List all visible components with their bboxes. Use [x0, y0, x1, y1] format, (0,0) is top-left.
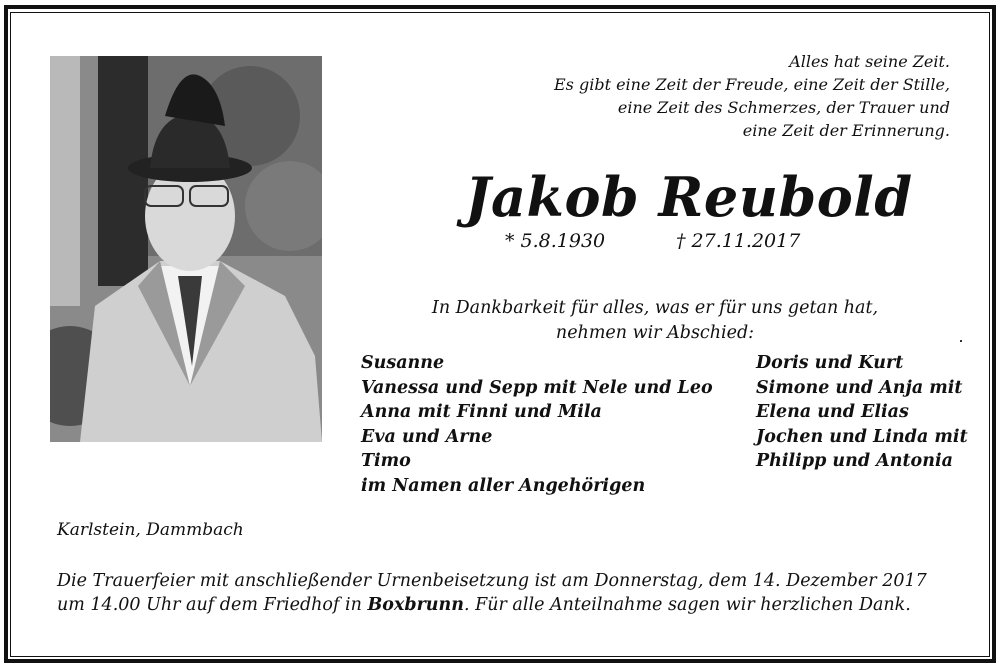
motto-line: Alles hat seine Zeit. [789, 52, 950, 71]
mourner-entry: Elena und Elias [756, 402, 909, 423]
mourner-entry: Philipp und Antonia [756, 451, 953, 472]
mourner-entry: Doris und Kurt [756, 353, 904, 373]
mourner-entry: Susanne [361, 353, 445, 373]
death-date: † 27.11.2017 [676, 230, 801, 252]
mourner-entry: Jochen und Linda mit [756, 426, 968, 447]
mourner-entry: im Namen aller Angehörigen [361, 475, 646, 496]
motto-line: eine Zeit der Erinnerung. [742, 121, 950, 140]
thanks-text [420, 296, 890, 346]
thanks-line: In Dankbarkeit für alles, was er für uns getan hat, [431, 298, 879, 318]
place-of-residence: Karlstein, Dammbach [57, 520, 244, 540]
mourners-right [756, 351, 968, 474]
stray-dot [960, 340, 962, 342]
mourner-entry: Anna mit Finni und Mila [361, 402, 602, 423]
mourner-entry: Vanessa und Sepp mit Nele und Leo [361, 377, 713, 398]
funeral-text-part1: Die Trauerfeier mit anschließender Urnenbeisetzung ist am Donnerstag, dem 14. Dezember 2017 um 14.00 Uhr auf dem Friedhof in [57, 571, 927, 615]
mourner-entry: Eva und Arne [361, 426, 493, 447]
mourner-entry: Timo [361, 451, 411, 472]
motto-line: Es gibt eine Zeit der Freude, eine Zeit der Stille, [553, 75, 950, 94]
mourner-entry: Simone und Anja mit [756, 377, 963, 398]
mourners-left [361, 351, 713, 499]
funeral-text-part2: . Für alle Anteilnahme sagen wir herzlichen Dank. [463, 595, 911, 615]
motto-quote [530, 50, 950, 142]
birth-date: * 5.8.1930 [505, 230, 606, 252]
funeral-notice [57, 569, 957, 617]
deceased-name: Jakob Reubold [465, 165, 913, 229]
funeral-location: Boxbrunn [367, 595, 464, 615]
motto-line: eine Zeit des Schmerzes, der Trauer und [617, 98, 950, 117]
portrait-photo [50, 56, 322, 442]
thanks-line: nehmen wir Abschied: [555, 323, 755, 343]
